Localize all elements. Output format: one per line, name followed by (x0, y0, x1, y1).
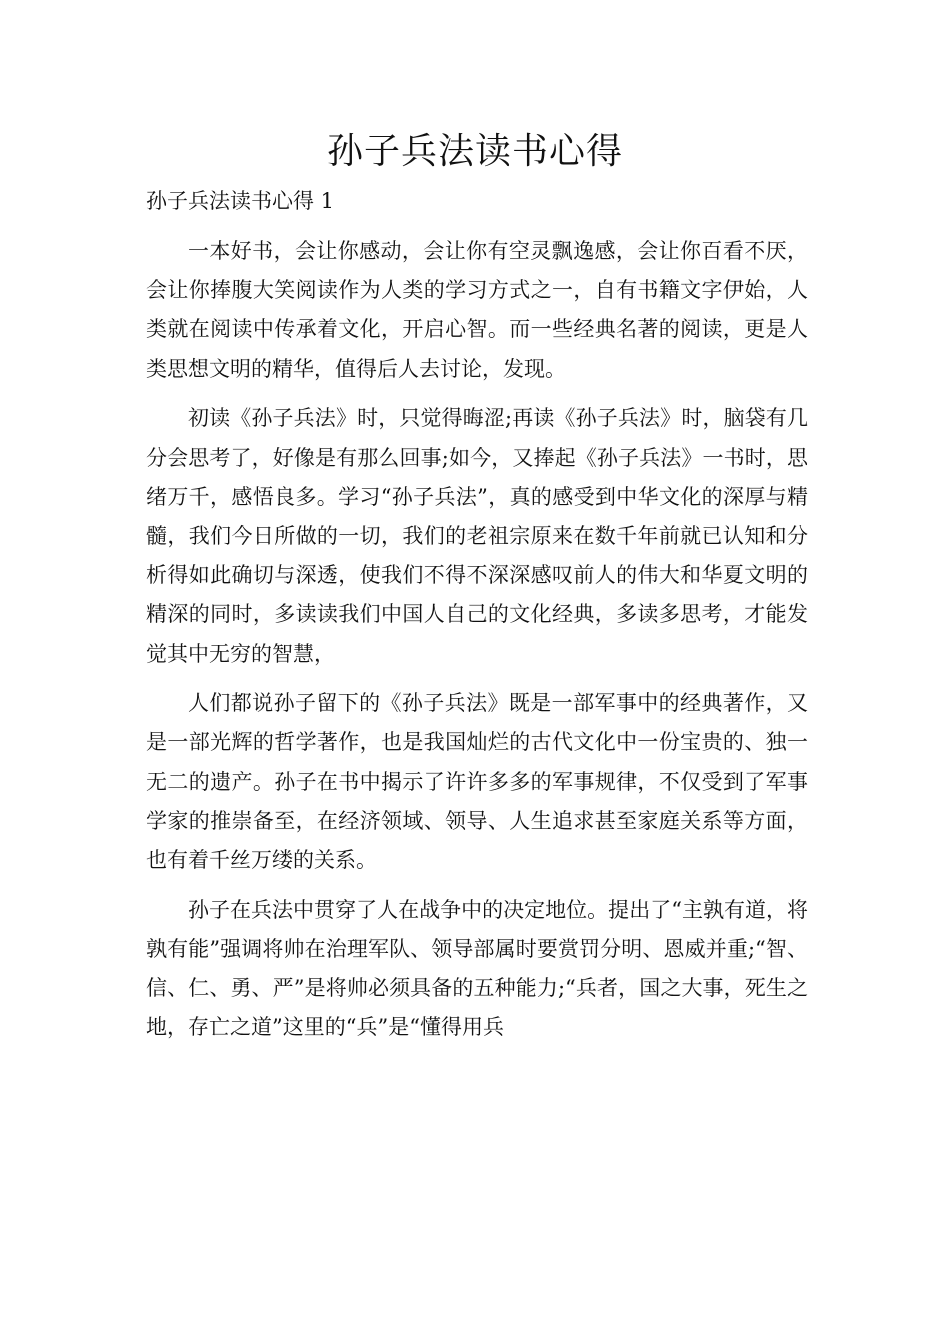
document-body (146, 232, 808, 1058)
document-subtitle: 孙子兵法读书心得 1 (146, 189, 335, 213)
paragraph: 一本好书，会让你感动，会让你有空灵飘逸感，会让你百看不厌，会让你捧腹大笑阅读作为人类的学习方式之一，自有书籍文字伊始，人类就在阅读中传承着文化，开启心智。而一些经典名著的阅读，更是人类思想文明的精华，值得后人去讨论，发现。 (146, 239, 808, 381)
document-title: 孙子兵法读书心得 (326, 131, 623, 172)
paragraph: 初读《孙子兵法》时，只觉得晦涩;再读《孙子兵法》时，脑袋有几分会思考了，好像是有那么回事;如今，又捧起《孙子兵法》一书时，思绪万千，感悟良多。学习“孙子兵法”，真的感受到中华文化的深厚与精髓，我们今日所做的一切，我们的老祖宗原来在数千年前就已认知和分析得如此确切与深透，使我们不得不深深感叹前人的伟大和华夏文明的精深的同时，多读读我们中国人自己的文化经典，多读多思考，才能发觉其中无穷的智慧， (146, 406, 808, 666)
paragraph: 人们都说孙子留下的《孙子兵法》既是一部军事中的经典著作，又是一部光辉的哲学著作，也是我国灿烂的古代文化中一份宝贵的、独一无二的遗产。孙子在书中揭示了许许多多的军事规律，不仅受到了军事学家的推崇备至，在经济领域、领导、人生追求甚至家庭关系等方面，也有着千丝万缕的关系。 (146, 691, 808, 873)
paragraph: 孙子在兵法中贯穿了人在战争中的决定地位。提出了“主孰有道，将孰有能”强调将帅在治理军队、领导部属时要赏罚分明、恩威并重;“智、信、仁、勇、严”是将帅必须具备的五种能力;“兵者，国之大事，死生之地，存亡之道”这里的“兵”是“懂得用兵 (146, 897, 808, 1040)
